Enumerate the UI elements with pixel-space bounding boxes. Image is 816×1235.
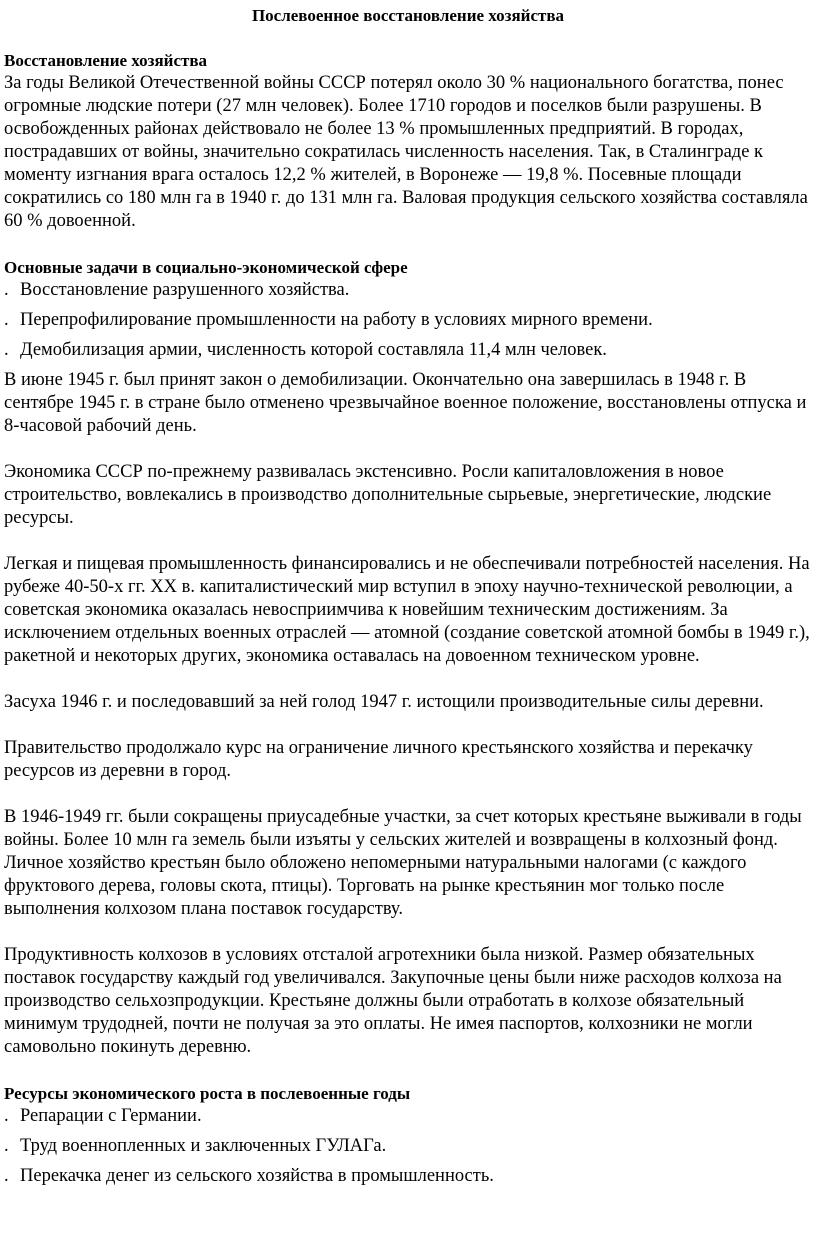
document-title: Послевоенное восстановление хозяйства xyxy=(251,6,565,25)
document-page xyxy=(4,0,812,1188)
section-heading-growth-resources: Ресурсы экономического роста в послевоенные годы xyxy=(4,1084,411,1103)
household-plots-paragraph: В 1946-1949 гг. были сокращены приусадебные участки, за счет которых крестьяне выживали в годы войны. Более 10 млн га земель были изъяты у сельских жителей и возвращены в колхозный фонд. Личное хозяйство крестьян было обложено непомерными натуральными налогами (с каждого фруктового дерева, головы скота, птицы). Торговать на рынке крестьянин мог только после выполнения колхозом плана поставок государству. xyxy=(4,807,802,919)
light-industry-paragraph: Легкая и пищевая промышленность финансировались и не обеспечивали потребностей населения. На рубеже 40-50-х гг. XX в. капиталистический мир вступил в эпоху научно-технической революции, а советская экономика оказалась невосприимчива к новейшим техническим достижениям. За исключением отдельных военных отраслей — атомной (создание советской атомной бомбы в 1949 г.), ракетной и некоторых других, экономика оставалась на довоенном техническом уровне. xyxy=(4,554,810,666)
demobilization-paragraph: В июне 1945 г. был принят закон о демобилизации. Окончательно она завершилась в 1948 г. В сентябре 1945 г. в стране было отменено чрезвычайное военное положение, восстановлены отпуска и 8-часовой рабочий день. xyxy=(4,370,807,436)
section-heading-main-tasks: Основные задачи в социально-экономической сфере xyxy=(4,258,408,277)
list-item xyxy=(4,1135,812,1158)
main-tasks-list xyxy=(4,279,812,362)
list-marker: . xyxy=(4,1136,9,1156)
collective-farms-paragraph: Продуктивность колхозов в условиях отсталой агротехники была низкой. Размер обязательных поставок государству каждый год увеличивался. Закупочные цены были ниже расходов колхоза на производство сельхозпродукции. Крестьяне должны были отработать в колхозе обязательный минимум трудодней, почти не получая за это оплаты. Не имея паспортов, колхозники не могли самовольно покинуть деревню. xyxy=(4,945,782,1057)
list-marker: . xyxy=(4,280,9,300)
list-item xyxy=(4,1105,812,1128)
list-item xyxy=(4,279,812,302)
list-marker: . xyxy=(4,1106,9,1126)
restoration-paragraph: За годы Великой Отечественной войны СССР потерял около 30 % национального богатства, понес огромные людские потери (27 млн человек). Более 1710 городов и поселков были разрушены. В освобожденных районах действовало не более 13 % промышленных предприятий. В городах, пострадавших от войны, значительно сократилась численность населения. Так, в Сталинграде к моменту изгнания врага осталось 12,2 % жителей, в Воронеже — 19,8 %. Посевные площади сократились со 180 млн га в 1940 г. до 131 млн га. Валовая продукция сельского хозяйства составляла 60 % довоенной. xyxy=(4,73,808,231)
list-item xyxy=(4,339,812,362)
list-marker: . xyxy=(4,310,9,330)
list-item-text: Перепрофилирование промышленности на работу в условиях мирного времени. xyxy=(20,310,653,330)
list-item-text: Перекачка денег из сельского хозяйства в промышленность. xyxy=(20,1166,494,1186)
list-item-text: Репарации с Германии. xyxy=(20,1106,202,1126)
list-item xyxy=(4,1165,812,1188)
list-item-text: Труд военнопленных и заключенных ГУЛАГа. xyxy=(20,1136,387,1156)
growth-resources-list xyxy=(4,1105,812,1188)
government-course-paragraph: Правительство продолжало курс на ограничение личного крестьянского хозяйства и перекачку ресурсов из деревни в город. xyxy=(4,738,753,781)
economy-paragraph: Экономика СССР по-прежнему развивалась экстенсивно. Росли капиталовложения в новое строительство, вовлекались в производство дополнительные сырьевые, энергетические, людские ресурсы. xyxy=(4,462,772,528)
list-item-text: Восстановление разрушенного хозяйства. xyxy=(20,280,350,300)
drought-paragraph: Засуха 1946 г. и последовавший за ней голод 1947 г. истощили производительные силы деревни. xyxy=(4,692,764,712)
list-marker: . xyxy=(4,340,9,360)
list-marker: . xyxy=(4,1166,9,1186)
list-item-text: Демобилизация армии, численность которой составляла 11,4 млн человек. xyxy=(20,340,607,360)
list-item xyxy=(4,309,812,332)
section-heading-restoration: Восстановление хозяйства xyxy=(4,51,208,70)
